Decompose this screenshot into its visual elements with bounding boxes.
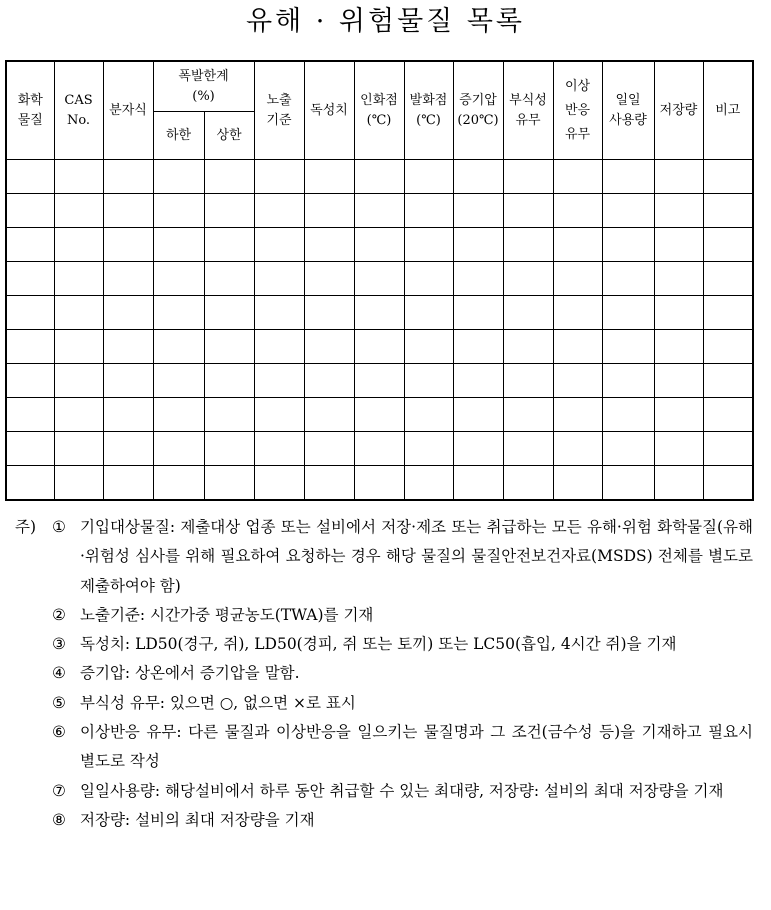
header-lower-limit (153, 112, 204, 160)
table-cell (703, 262, 753, 296)
table-cell (153, 160, 204, 194)
table-cell (654, 398, 703, 432)
table-cell (254, 228, 304, 262)
table-cell (553, 466, 602, 501)
header-remarks-label: 비고 (715, 102, 741, 118)
table-cell (153, 364, 204, 398)
table-cell (103, 296, 153, 330)
table-cell (703, 330, 753, 364)
table-cell (6, 364, 54, 398)
table-cell (503, 398, 553, 432)
table-cell (54, 228, 103, 262)
table-cell (553, 296, 602, 330)
table-cell (553, 398, 602, 432)
table-cell (453, 432, 503, 466)
table-cell (453, 262, 503, 296)
table-cell (602, 228, 654, 262)
header-abnormal-reaction (553, 61, 602, 160)
table-cell (553, 160, 602, 194)
header-explosion-limit-label: 폭발한계 (%) (178, 68, 229, 104)
table-cell (6, 398, 54, 432)
note-item (0, 513, 771, 601)
table-cell (254, 432, 304, 466)
table-cell (404, 160, 453, 194)
table-cell (254, 194, 304, 228)
table-row (6, 466, 753, 501)
table-cell (153, 228, 204, 262)
table-cell (703, 398, 753, 432)
table-cell (703, 466, 753, 501)
table-cell (354, 364, 404, 398)
table-row (6, 364, 753, 398)
header-daily-usage (602, 61, 654, 160)
table-cell (503, 160, 553, 194)
table-cell (404, 228, 453, 262)
table-cell (602, 296, 654, 330)
header-vapor-pressure-label: 증기압 (20℃) (457, 92, 499, 128)
table-cell (404, 330, 453, 364)
table-cell (54, 330, 103, 364)
header-cas-label: CAS No. (64, 92, 93, 128)
header-daily-usage-label: 일일 사용량 (609, 92, 647, 128)
table-cell (654, 262, 703, 296)
table-row (6, 160, 753, 194)
note-number: ④ (52, 664, 66, 683)
table-cell (453, 160, 503, 194)
note-number: ② (52, 605, 66, 624)
table-cell (304, 330, 354, 364)
table-cell (354, 296, 404, 330)
table-cell (204, 296, 254, 330)
table-cell (503, 194, 553, 228)
note-number: ⑥ (52, 723, 66, 742)
header-explosion-limit (153, 61, 254, 112)
header-toxicity (304, 61, 354, 160)
note-item (0, 806, 771, 835)
table-cell (6, 262, 54, 296)
table-row (6, 330, 753, 364)
table-cell (254, 466, 304, 501)
table-cell (503, 296, 553, 330)
table-cell (453, 466, 503, 501)
table-cell (404, 296, 453, 330)
table-cell (654, 194, 703, 228)
table-cell (103, 228, 153, 262)
table-cell (54, 262, 103, 296)
table-cell (503, 262, 553, 296)
hazardous-substance-table (5, 60, 754, 501)
note-number: ⑦ (52, 781, 66, 800)
table-cell (204, 194, 254, 228)
table-cell (153, 262, 204, 296)
header-formula (103, 61, 153, 160)
table-cell (6, 228, 54, 262)
note-item (0, 718, 771, 777)
header-lower-limit-label: 하한 (165, 127, 192, 143)
note-number: ③ (52, 635, 66, 654)
table-row (6, 296, 753, 330)
table-cell (304, 432, 354, 466)
table-cell (553, 330, 602, 364)
table-cell (553, 194, 602, 228)
header-formula-label: 분자식 (109, 102, 147, 118)
notes-prefix: 주) (15, 518, 37, 536)
note-number: ⑤ (52, 693, 66, 712)
header-upper-limit (204, 112, 254, 160)
header-chemical (6, 61, 54, 160)
table-cell (304, 296, 354, 330)
note-item (0, 659, 771, 688)
table-cell (553, 262, 602, 296)
table-cell (103, 330, 153, 364)
table-cell (6, 194, 54, 228)
table-cell (503, 466, 553, 501)
table-cell (54, 398, 103, 432)
table-cell (54, 160, 103, 194)
header-abnormal-reaction-label: 이상 반응 유무 (564, 78, 591, 142)
table-cell (103, 194, 153, 228)
header-corrosive (503, 61, 553, 160)
table-cell (503, 364, 553, 398)
note-text: 독성치: LD50(경구, 쥐), LD50(경피, 쥐 또는 토끼) 또는 LC50(흡입, 4시간 쥐)을 기재 (80, 635, 677, 654)
header-storage (654, 61, 703, 160)
note-item (0, 777, 771, 806)
table-cell (703, 194, 753, 228)
table-body (6, 160, 753, 501)
table-cell (654, 160, 703, 194)
table-cell (304, 160, 354, 194)
table-cell (153, 330, 204, 364)
header-flash-point (354, 61, 404, 160)
table-cell (354, 330, 404, 364)
table-cell (204, 160, 254, 194)
table-cell (404, 194, 453, 228)
table-cell (153, 194, 204, 228)
notes-section (0, 513, 771, 835)
table-cell (153, 466, 204, 501)
table-cell (204, 262, 254, 296)
table-row (6, 432, 753, 466)
table-cell (453, 398, 503, 432)
note-text: 이상반응 유무: 다른 물질과 이상반응을 일으키는 물질명과 그 조건(금수성 등)을 기재하고 필요시 별도로 작성 (80, 723, 753, 771)
table-cell (553, 364, 602, 398)
table-cell (103, 466, 153, 501)
table-cell (103, 160, 153, 194)
note-text: 증기압: 상온에서 증기압을 말함. (80, 664, 300, 683)
table-cell (654, 228, 703, 262)
header-storage-label: 저장량 (659, 102, 698, 118)
header-corrosive-label: 부식성 유무 (509, 92, 547, 128)
table-cell (553, 228, 602, 262)
table-cell (54, 194, 103, 228)
note-item (0, 689, 771, 718)
header-ignition-point (404, 61, 453, 160)
header-exposure (254, 61, 304, 160)
note-text: 부식성 유무: 있으면 ○, 없으면 ×로 표시 (80, 693, 356, 712)
table-cell (654, 330, 703, 364)
table-cell (602, 330, 654, 364)
table-cell (304, 228, 354, 262)
note-text: 저장량: 설비의 최대 저장량을 기재 (80, 810, 315, 829)
header-remarks (703, 61, 753, 160)
header-cas (54, 61, 103, 160)
table-row (6, 262, 753, 296)
table-cell (204, 330, 254, 364)
table-cell (304, 194, 354, 228)
table-cell (354, 194, 404, 228)
note-text: 일일사용량: 해당설비에서 하루 동안 취급할 수 있는 최대량, 저장량: 설비의 최대 저장량을 기재 (80, 781, 724, 800)
table-cell (404, 466, 453, 501)
table-cell (6, 330, 54, 364)
note-item (0, 601, 771, 630)
table-row (6, 194, 753, 228)
table-cell (153, 398, 204, 432)
table-cell (602, 432, 654, 466)
table-cell (654, 364, 703, 398)
table-cell (703, 228, 753, 262)
table-cell (404, 432, 453, 466)
table-cell (204, 466, 254, 501)
note-item (0, 630, 771, 659)
table-cell (354, 466, 404, 501)
table-cell (204, 398, 254, 432)
table-cell (54, 364, 103, 398)
header-exposure-label: 노출 기준 (266, 92, 292, 128)
note-text: 기입대상물질: 제출대상 업종 또는 설비에서 저장·제조 또는 취급하는 모든 유해·위험 화학물질(유해·위험성 심사를 위해 필요하여 요청하는 경우 해당 물질의 물질안전보건자료(MSDS) 전체를 별도로 제출하여야 함) (80, 518, 753, 595)
table-cell (654, 296, 703, 330)
table-cell (703, 160, 753, 194)
table-cell (204, 432, 254, 466)
table-cell (453, 296, 503, 330)
table-cell (54, 432, 103, 466)
table-cell (602, 398, 654, 432)
table-cell (6, 432, 54, 466)
table-cell (354, 432, 404, 466)
header-flash-point-label: 인화점 (℃) (360, 92, 398, 128)
document-title: 유해 · 위험물질 목록 (246, 6, 525, 37)
table-cell (103, 432, 153, 466)
header-chemical-label: 화학 물질 (17, 92, 43, 128)
note-number: ① (52, 518, 66, 536)
table-cell (204, 364, 254, 398)
table-cell (404, 262, 453, 296)
table-cell (602, 466, 654, 501)
table-cell (254, 330, 304, 364)
table-cell (703, 432, 753, 466)
note-text: 노출기준: 시간가중 평균농도(TWA)를 기재 (80, 605, 374, 624)
table-cell (503, 330, 553, 364)
table-row (6, 228, 753, 262)
table-cell (453, 228, 503, 262)
table-cell (153, 296, 204, 330)
table-cell (354, 398, 404, 432)
note-number: ⑧ (52, 810, 66, 829)
table-cell (103, 398, 153, 432)
table-cell (254, 364, 304, 398)
table-cell (654, 466, 703, 501)
table-cell (354, 228, 404, 262)
table-cell (602, 160, 654, 194)
header-vapor-pressure (453, 61, 503, 160)
table-cell (354, 262, 404, 296)
table-cell (503, 228, 553, 262)
table-cell (6, 160, 54, 194)
table-cell (54, 296, 103, 330)
table-cell (654, 432, 703, 466)
header-upper-limit-label: 상한 (216, 127, 242, 143)
table-cell (204, 228, 254, 262)
table-cell (254, 262, 304, 296)
table-cell (453, 364, 503, 398)
header-toxicity-label: 독성치 (310, 102, 348, 118)
table-cell (354, 160, 404, 194)
table-cell (453, 330, 503, 364)
table-cell (304, 466, 354, 501)
table-cell (254, 160, 304, 194)
table-cell (103, 262, 153, 296)
table-cell (453, 194, 503, 228)
table-cell (553, 432, 602, 466)
table-cell (602, 194, 654, 228)
table-cell (254, 398, 304, 432)
table-cell (703, 364, 753, 398)
table-cell (404, 398, 453, 432)
table-row (6, 398, 753, 432)
table-cell (602, 262, 654, 296)
table-cell (503, 432, 553, 466)
table-cell (103, 364, 153, 398)
table-cell (6, 296, 54, 330)
table-cell (602, 364, 654, 398)
table-cell (304, 262, 354, 296)
table-cell (153, 432, 204, 466)
table-cell (54, 466, 103, 501)
table-cell (703, 296, 753, 330)
table-cell (6, 466, 54, 501)
header-ignition-point-label: 발화점 (℃) (409, 92, 448, 128)
table-cell (254, 296, 304, 330)
table-cell (404, 364, 453, 398)
table-cell (304, 398, 354, 432)
table-cell (304, 364, 354, 398)
